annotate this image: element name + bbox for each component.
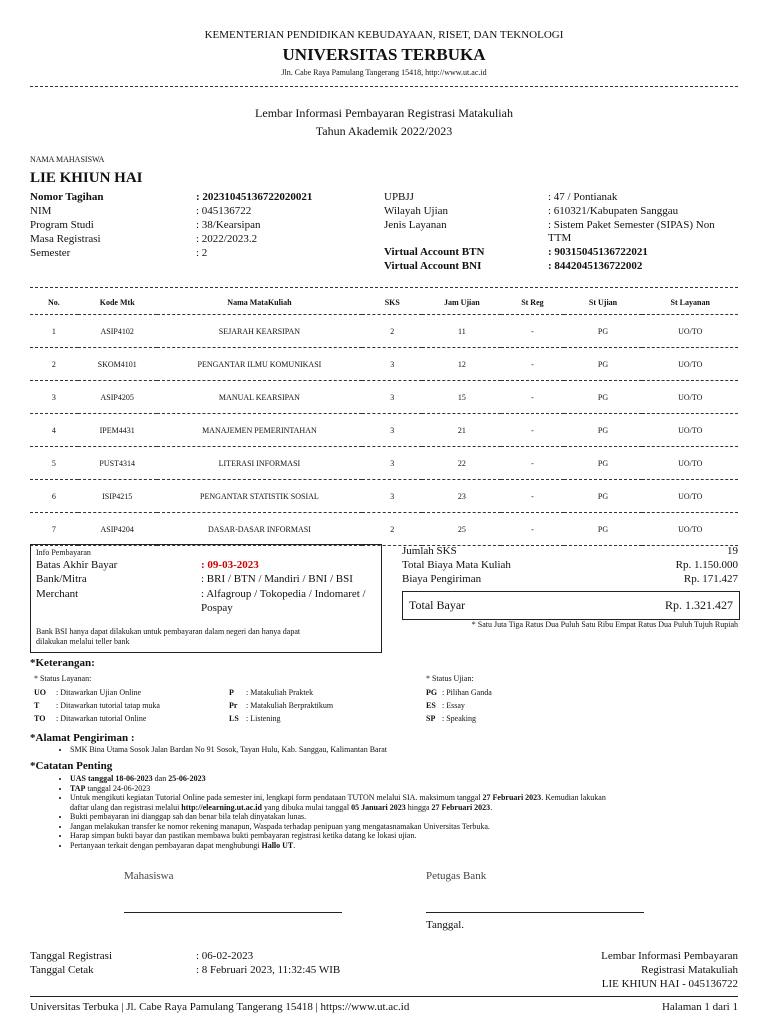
table-cell: MANUAL KEARSIPAN	[157, 381, 363, 414]
sks-total-value: 19	[727, 545, 738, 557]
table-cell: PENGANTAR STATISTIK SOSIAL	[157, 480, 363, 513]
table-row	[30, 381, 738, 414]
alamat-list	[56, 745, 387, 755]
merchant-label: Merchant	[36, 588, 79, 600]
uas-date-1: UAS tanggal 18-06-2023	[70, 774, 153, 783]
catatan-uas	[70, 774, 758, 784]
table-cell: 2	[362, 513, 422, 546]
detail-value: : 045136722	[196, 205, 252, 217]
table-cell: PG	[564, 480, 643, 513]
student-name: LIE KHIUN HAI	[30, 170, 143, 186]
table-cell: 3	[362, 414, 422, 447]
va-bni-label: Virtual Account BNI	[384, 260, 482, 272]
table-cell: ISIP4215	[78, 480, 157, 513]
academic-year: Tahun Akademik 2022/2023	[315, 124, 453, 138]
detail-label: Masa Registrasi	[30, 233, 101, 245]
reg-date-label: Tanggal Registrasi	[30, 950, 113, 962]
shipping-cost-label: Biaya Pengiriman	[402, 573, 482, 585]
table-row	[30, 447, 738, 480]
table-row	[30, 315, 738, 348]
merchant-value-2: Pospay	[201, 602, 233, 614]
tap-date: tanggal 24-06-2023	[85, 783, 151, 793]
va-btn-value: : 90315045136722021	[548, 246, 648, 258]
table-cell: PG	[564, 414, 643, 447]
ujian-desc: : Pilihan Ganda	[442, 688, 492, 697]
deadline-value: : 09-03-2023	[201, 559, 259, 571]
alamat-item: • SMK Bina Utama Sosok Jalan Bardan No 91 Sosok, Tayan Hulu, Kab. Sanggau, Kalimantan Barat	[70, 745, 387, 755]
col-st-ujian: St Ujian	[564, 290, 643, 315]
layanan-desc: : Ditawarkan Ujian Online	[56, 688, 142, 697]
detail-value: : 2	[196, 247, 208, 259]
ujian-code: SP	[426, 714, 436, 723]
tut-text-d: daftar ulang dan registrasi melalui	[70, 802, 182, 812]
va-btn-label: Virtual Account BTN	[384, 246, 485, 258]
tut-deadline: 27 Februari 2023	[482, 793, 542, 802]
upbjj-value: : 47 / Pontianak	[548, 191, 618, 203]
university-address: Jln. Cabe Raya Pamulang Tangerang 15418, http://www.ut.ac.id	[281, 68, 487, 77]
table-cell: SEJARAH KEARSIPAN	[157, 315, 363, 348]
col-nama: Nama MataKuliah	[157, 290, 363, 315]
table-cell: 21	[422, 414, 501, 447]
layanan-code: T	[34, 701, 40, 710]
footer-divider	[30, 996, 738, 997]
table-row	[30, 480, 738, 513]
table-top-divider	[30, 287, 738, 288]
status-layanan-title: * Status Layanan:	[34, 674, 92, 683]
table-cell: 7	[30, 513, 78, 546]
table-cell: PG	[564, 381, 643, 414]
tut-text-h: hingga	[405, 802, 432, 812]
table-cell: PG	[564, 447, 643, 480]
table-cell: 2	[362, 315, 422, 348]
ujian-code: ES	[426, 701, 436, 710]
layanan-extra-desc: : Listening	[246, 714, 281, 723]
signature-line-mahasiswa	[124, 912, 342, 913]
sks-total-label: Jumlah SKS	[402, 545, 457, 557]
table-row	[30, 513, 738, 546]
tut-text-f: yang dibuka mulai tanggal	[261, 802, 352, 812]
table-cell: PUST4314	[78, 447, 157, 480]
courses-table	[30, 290, 738, 546]
print-date-label: Tanggal Cetak	[30, 964, 94, 976]
uas-date-2: 25-06-2023	[168, 774, 206, 783]
tap-label: TAP	[70, 783, 86, 793]
table-cell: SKOM4101	[78, 348, 157, 381]
total-in-words: * Satu Juta Tiga Ratus Dua Puluh Satu Ribu Empat Ratus Dua Puluh Tujuh Rupiah	[471, 620, 738, 629]
table-cell: PG	[564, 348, 643, 381]
table-cell: 4	[30, 414, 78, 447]
layanan-code: UO	[34, 688, 46, 697]
table-cell: 2	[30, 348, 78, 381]
tut-text-j: .	[490, 802, 493, 812]
ministry-name: KEMENTERIAN PENDIDIKAN KEBUDAYAAN, RISET, DAN TEKNOLOGI	[204, 29, 564, 41]
table-cell: PG	[564, 513, 643, 546]
status-ujian-title: * Status Ujian:	[426, 674, 474, 683]
table-cell: PG	[564, 315, 643, 348]
total-payment-value: Rp. 1.321.427	[664, 598, 733, 612]
table-cell: ASIP4205	[78, 381, 157, 414]
table-cell: UO/TO	[642, 513, 738, 546]
footer-doc-title-1: Lembar Informasi Pembayaran	[601, 950, 738, 962]
signature-date-label: Tanggal.	[426, 919, 465, 931]
ujian-code: PG	[426, 688, 438, 697]
layanan-extra-desc: : Matakuliah Praktek	[246, 688, 314, 697]
alamat-title: *Alamat Pengiriman :	[30, 732, 135, 744]
table-cell: UO/TO	[642, 414, 738, 447]
table-cell: 3	[30, 381, 78, 414]
table-cell: LITERASI INFORMASI	[157, 447, 363, 480]
table-cell: -	[501, 348, 563, 381]
uas-conjunction: dan	[152, 774, 169, 783]
bsi-note-2: dilakukan melalui teller bank	[36, 637, 130, 646]
table-cell: 11	[422, 315, 501, 348]
ujian-desc: : Essay	[442, 701, 465, 710]
table-cell: PENGANTAR ILMU KOMUNIKASI	[157, 348, 363, 381]
table-cell: DASAR-DASAR INFORMASI	[157, 513, 363, 546]
contact-text: Pertanyaan terkait dengan pembayaran dapat menghubungi	[70, 840, 262, 850]
table-row	[30, 414, 738, 447]
catatan-contact	[70, 841, 758, 851]
layanan-extra-code: P	[229, 688, 234, 697]
detail-label: Nomor Tagihan	[30, 191, 104, 203]
tut-text-c: . Kemudian lakukan	[541, 793, 606, 802]
deadline-label: Batas Akhir Bayar	[36, 559, 118, 571]
col-kode: Kode Mtk	[78, 290, 157, 315]
tut-end-date: 27 Februari 2023	[431, 802, 491, 812]
table-cell: UO/TO	[642, 381, 738, 414]
table-cell: UO/TO	[642, 447, 738, 480]
table-cell: 23	[422, 480, 501, 513]
ujian-desc: : Speaking	[442, 714, 476, 723]
detail-label: Semester	[30, 247, 71, 259]
merchant-value-1: : Alfagroup / Tokopedia / Indomaret /	[201, 588, 366, 600]
catatan-valid: • Bukti pembayaran ini dianggap sah dan benar bila telah dinyatakan lunas.	[70, 812, 758, 822]
total-payment-box	[402, 591, 740, 620]
detail-value: : 20231045136722020021	[196, 191, 313, 203]
table-cell: -	[501, 315, 563, 348]
reg-date-value: : 06-02-2023	[196, 950, 254, 962]
detail-value: : 38/Kearsipan	[196, 219, 261, 231]
catatan-list	[56, 774, 758, 850]
signature-line-petugas	[426, 912, 644, 913]
table-cell: -	[501, 513, 563, 546]
table-cell: -	[501, 480, 563, 513]
table-cell: 3	[362, 447, 422, 480]
catatan-title: *Catatan Penting	[30, 760, 113, 772]
layanan-desc: : Ditawarkan tutorial Online	[56, 714, 147, 723]
col-st-layanan: St Layanan	[642, 290, 738, 315]
print-date-value: : 8 Februari 2023, 11:32:45 WIB	[196, 964, 341, 976]
catatan-warning: • Jangan melakukan transfer ke nomor rekening manapun, Waspada terhadap penipuan yang mengatasnamakan Universitas Terbuka.	[70, 822, 758, 832]
course-cost-label: Total Biaya Mata Kuliah	[402, 559, 511, 571]
keterangan-title: *Keterangan:	[30, 657, 95, 669]
table-cell: ASIP4204	[78, 513, 157, 546]
col-sks: SKS	[362, 290, 422, 315]
detail-label: Program Studi	[30, 219, 94, 231]
page-number: Halaman 1 dari 1	[661, 1001, 738, 1013]
tut-start-date: 05 Januari 2023	[351, 802, 406, 812]
table-cell: UO/TO	[642, 480, 738, 513]
catatan-tutorial	[70, 793, 758, 812]
table-cell: -	[501, 447, 563, 480]
wilayah-label: Wilayah Ujian	[384, 205, 449, 217]
table-cell: 1	[30, 315, 78, 348]
bank-label: Bank/Mitra	[36, 573, 87, 585]
va-bni-value: : 8442045136722002	[548, 260, 643, 272]
table-cell: 6	[30, 480, 78, 513]
table-cell: 15	[422, 381, 501, 414]
col-st-reg: St Reg	[501, 290, 563, 315]
university-name: UNIVERSITAS TERBUKA	[282, 45, 486, 64]
shipping-cost-value: Rp. 171.427	[683, 573, 738, 585]
elearning-link[interactable]: http://elearning.ut.ac.id	[181, 802, 262, 812]
catatan-tap	[70, 784, 758, 794]
table-cell: 22	[422, 447, 501, 480]
table-cell: MANAJEMEN PEMERINTAHAN	[157, 414, 363, 447]
layanan-label: Jenis Layanan	[384, 219, 447, 231]
table-cell: -	[501, 381, 563, 414]
col-jam-ujian: Jam Ujian	[422, 290, 501, 315]
table-cell: UO/TO	[642, 315, 738, 348]
layanan-value-1: : Sistem Paket Semester (SIPAS) Non	[548, 219, 715, 231]
col-no: No.	[30, 290, 78, 315]
table-cell: ASIP4102	[78, 315, 157, 348]
layanan-desc: : Ditawarkan tutorial tatap muka	[56, 701, 160, 710]
bsi-note-1: Bank BSI hanya dapat dilakukan untuk pembayaran dalam negeri dan hanya dapat	[36, 627, 301, 636]
table-cell: -	[501, 414, 563, 447]
contact-period: .	[293, 840, 296, 850]
document-title: Lembar Informasi Pembayaran Registrasi Matakuliah	[255, 106, 513, 120]
table-cell: 12	[422, 348, 501, 381]
bank-value: : BRI / BTN / Mandiri / BNI / BSI	[201, 573, 353, 585]
tut-text-a: Untuk mengikuti kegiatan Tutorial Online pada semester ini, lengkapi form pendataan TUTON melalui SIA. maksimum tanggal	[70, 793, 483, 802]
table-cell: IPEM4431	[78, 414, 157, 447]
detail-label: NIM	[30, 205, 52, 217]
layanan-code: TO	[34, 714, 46, 723]
table-cell: UO/TO	[642, 348, 738, 381]
table-cell: 3	[362, 381, 422, 414]
layanan-value-2: TTM	[548, 232, 572, 244]
hallo-ut: Hallo UT	[261, 840, 294, 850]
table-cell: 5	[30, 447, 78, 480]
payment-info-box	[30, 544, 382, 653]
course-cost-value: Rp. 1.150.000	[675, 559, 738, 571]
layanan-extra-desc: : Matakuliah Berpraktikum	[246, 701, 334, 710]
footer-doc-title-2: Registrasi Matakuliah	[641, 964, 738, 976]
wilayah-value: : 610321/Kabupaten Sanggau	[548, 205, 679, 217]
table-row	[30, 348, 738, 381]
footer-address: Universitas Terbuka | Jl. Cabe Raya Pamulang Tangerang 15418 | https://www.ut.ac.id	[30, 1001, 410, 1013]
footer-student-id: LIE KHIUN HAI - 045136722	[601, 978, 738, 990]
layanan-extra-code: LS	[229, 714, 239, 723]
total-payment-label: Total Bayar	[409, 598, 466, 612]
student-name-label: NAMA MAHASISWA	[30, 155, 105, 164]
table-cell: 3	[362, 348, 422, 381]
catatan-keep-proof: • Harap simpan bukti bayar dan pastikan membawa bukti pembayaran registrasi ketika datang ke lokasi ujian.	[70, 831, 758, 841]
table-header-row	[30, 290, 738, 315]
layanan-extra-code: Pr	[229, 701, 238, 710]
header-divider	[30, 86, 738, 87]
payment-info-title: Info Pembayaran	[36, 548, 91, 557]
upbjj-label: UPBJJ	[384, 191, 414, 203]
signature-petugas-label: Petugas Bank	[426, 870, 487, 882]
table-cell: 3	[362, 480, 422, 513]
detail-value: : 2022/2023.2	[196, 233, 258, 245]
table-cell: 25	[422, 513, 501, 546]
signature-mahasiswa-label: Mahasiswa	[124, 870, 174, 882]
